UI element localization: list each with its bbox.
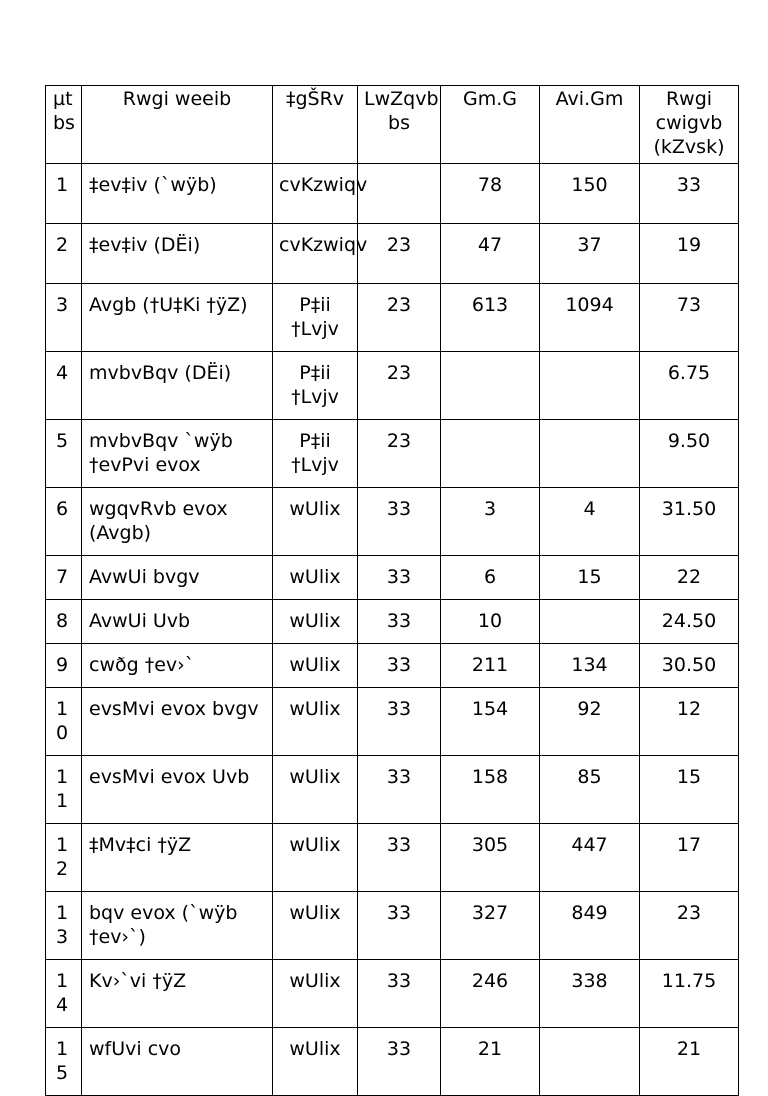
cell-land-description: wfUvi cvo [82, 1028, 273, 1096]
cell-serial: 13 [46, 892, 82, 960]
cell-khatian-no: 23 [358, 224, 441, 284]
cell-land-amount: 17 [640, 824, 739, 892]
cell-serial: 3 [46, 284, 82, 352]
cell-rs: 150 [540, 164, 640, 224]
cell-rs: 15 [540, 556, 640, 600]
header-rs: Avi.Gm [540, 86, 640, 164]
cell-land-description: AvwUi bvgv [82, 556, 273, 600]
cell-land-description: bqv evox (`wÿb †ev›`) [82, 892, 273, 960]
cell-serial: 11 [46, 756, 82, 824]
table-body [46, 164, 739, 1096]
table-row [46, 284, 739, 352]
cell-khatian-no: 33 [358, 892, 441, 960]
cell-category: wUlix [273, 756, 358, 824]
cell-sa: 613 [441, 284, 540, 352]
cell-khatian-no: 33 [358, 960, 441, 1028]
cell-serial: 12 [46, 824, 82, 892]
cell-khatian-no: 33 [358, 1028, 441, 1096]
cell-khatian-no: 23 [358, 352, 441, 420]
table-row [46, 960, 739, 1028]
cell-rs [540, 1028, 640, 1096]
cell-rs: 92 [540, 688, 640, 756]
cell-land-amount: 22 [640, 556, 739, 600]
cell-land-amount: 19 [640, 224, 739, 284]
table-row [46, 556, 739, 600]
cell-category: wUlix [273, 600, 358, 644]
cell-sa: 78 [441, 164, 540, 224]
cell-serial: 9 [46, 644, 82, 688]
cell-serial: 1 [46, 164, 82, 224]
cell-serial: 4 [46, 352, 82, 420]
cell-khatian-no: 33 [358, 824, 441, 892]
cell-category: wUlix [273, 488, 358, 556]
header-sa: Gm.G [441, 86, 540, 164]
cell-land-amount: 31.50 [640, 488, 739, 556]
cell-land-description: AvwUi Uvb [82, 600, 273, 644]
header-khatian-no: LwZqvb bs [358, 86, 441, 164]
cell-serial: 8 [46, 600, 82, 644]
cell-category: wUlix [273, 960, 358, 1028]
cell-rs: 85 [540, 756, 640, 824]
cell-khatian-no: 23 [358, 284, 441, 352]
cell-rs: 338 [540, 960, 640, 1028]
cell-land-amount: 30.50 [640, 644, 739, 688]
cell-serial: 14 [46, 960, 82, 1028]
cell-land-amount: 21 [640, 1028, 739, 1096]
table-row [46, 600, 739, 644]
cell-sa: 158 [441, 756, 540, 824]
cell-khatian-no [358, 164, 441, 224]
cell-rs: 4 [540, 488, 640, 556]
cell-rs: 849 [540, 892, 640, 960]
cell-land-amount: 24.50 [640, 600, 739, 644]
cell-land-amount: 15 [640, 756, 739, 824]
cell-land-description: ‡Mv‡ci †ÿZ [82, 824, 273, 892]
cell-land-description: ‡ev‡iv (DËi) [82, 224, 273, 284]
cell-khatian-no: 33 [358, 556, 441, 600]
table-row [46, 824, 739, 892]
cell-category: P‡ii †Lvjv [273, 420, 358, 488]
cell-sa: 246 [441, 960, 540, 1028]
cell-rs [540, 600, 640, 644]
cell-land-description: Avgb (†U‡Ki †ÿZ) [82, 284, 273, 352]
cell-land-amount: 23 [640, 892, 739, 960]
cell-sa: 211 [441, 644, 540, 688]
cell-land-description: cwðg †ev›` [82, 644, 273, 688]
cell-land-amount: 6.75 [640, 352, 739, 420]
cell-sa: 6 [441, 556, 540, 600]
cell-land-amount: 12 [640, 688, 739, 756]
cell-sa: 154 [441, 688, 540, 756]
cell-sa: 305 [441, 824, 540, 892]
cell-khatian-no: 33 [358, 488, 441, 556]
cell-land-description: wgqvRvb evox (Avgb) [82, 488, 273, 556]
cell-category: wUlix [273, 892, 358, 960]
cell-rs: 134 [540, 644, 640, 688]
cell-land-description: evsMvi evox Uvb [82, 756, 273, 824]
header-category: ‡gŠRv [273, 86, 358, 164]
cell-serial: 5 [46, 420, 82, 488]
cell-land-amount: 11.75 [640, 960, 739, 1028]
table-row [46, 420, 739, 488]
cell-khatian-no: 33 [358, 688, 441, 756]
cell-rs: 37 [540, 224, 640, 284]
cell-category: cvKzwiqv [273, 224, 358, 284]
cell-category: cvKzwiqv [273, 164, 358, 224]
cell-sa [441, 352, 540, 420]
cell-land-description: mvbvBqv `wÿb †evPvi evox [82, 420, 273, 488]
cell-category: wUlix [273, 644, 358, 688]
cell-rs [540, 420, 640, 488]
table-row [46, 488, 739, 556]
header-land-description: Rwgi weeib [82, 86, 273, 164]
header-serial: µtbs [46, 86, 82, 164]
table-row [46, 644, 739, 688]
cell-khatian-no: 33 [358, 756, 441, 824]
cell-serial: 2 [46, 224, 82, 284]
cell-khatian-no: 23 [358, 420, 441, 488]
cell-category: P‡ii †Lvjv [273, 352, 358, 420]
cell-land-amount: 9.50 [640, 420, 739, 488]
cell-rs: 1094 [540, 284, 640, 352]
cell-category: wUlix [273, 824, 358, 892]
cell-land-description: ‡ev‡iv (`wÿb) [82, 164, 273, 224]
cell-category: P‡ii †Lvjv [273, 284, 358, 352]
table-row [46, 1028, 739, 1096]
table-row [46, 892, 739, 960]
cell-khatian-no: 33 [358, 600, 441, 644]
cell-serial: 6 [46, 488, 82, 556]
cell-serial: 7 [46, 556, 82, 600]
table-row [46, 756, 739, 824]
cell-sa: 21 [441, 1028, 540, 1096]
table-header-row [46, 86, 739, 164]
cell-khatian-no: 33 [358, 644, 441, 688]
cell-serial: 10 [46, 688, 82, 756]
table-row [46, 164, 739, 224]
land-records-table [45, 85, 739, 1096]
cell-serial: 15 [46, 1028, 82, 1096]
table-row [46, 352, 739, 420]
cell-sa [441, 420, 540, 488]
cell-sa: 10 [441, 600, 540, 644]
cell-land-amount: 33 [640, 164, 739, 224]
cell-land-description: Kv›`vi †ÿZ [82, 960, 273, 1028]
header-land-amount: Rwgi cwigvb (kZvsk) [640, 86, 739, 164]
cell-rs: 447 [540, 824, 640, 892]
cell-land-description: mvbvBqv (DËi) [82, 352, 273, 420]
cell-category: wUlix [273, 556, 358, 600]
cell-category: wUlix [273, 688, 358, 756]
table-row [46, 688, 739, 756]
table-row [46, 224, 739, 284]
cell-land-amount: 73 [640, 284, 739, 352]
cell-rs [540, 352, 640, 420]
cell-land-description: evsMvi evox bvgv [82, 688, 273, 756]
cell-category: wUlix [273, 1028, 358, 1096]
cell-sa: 3 [441, 488, 540, 556]
cell-sa: 327 [441, 892, 540, 960]
cell-sa: 47 [441, 224, 540, 284]
